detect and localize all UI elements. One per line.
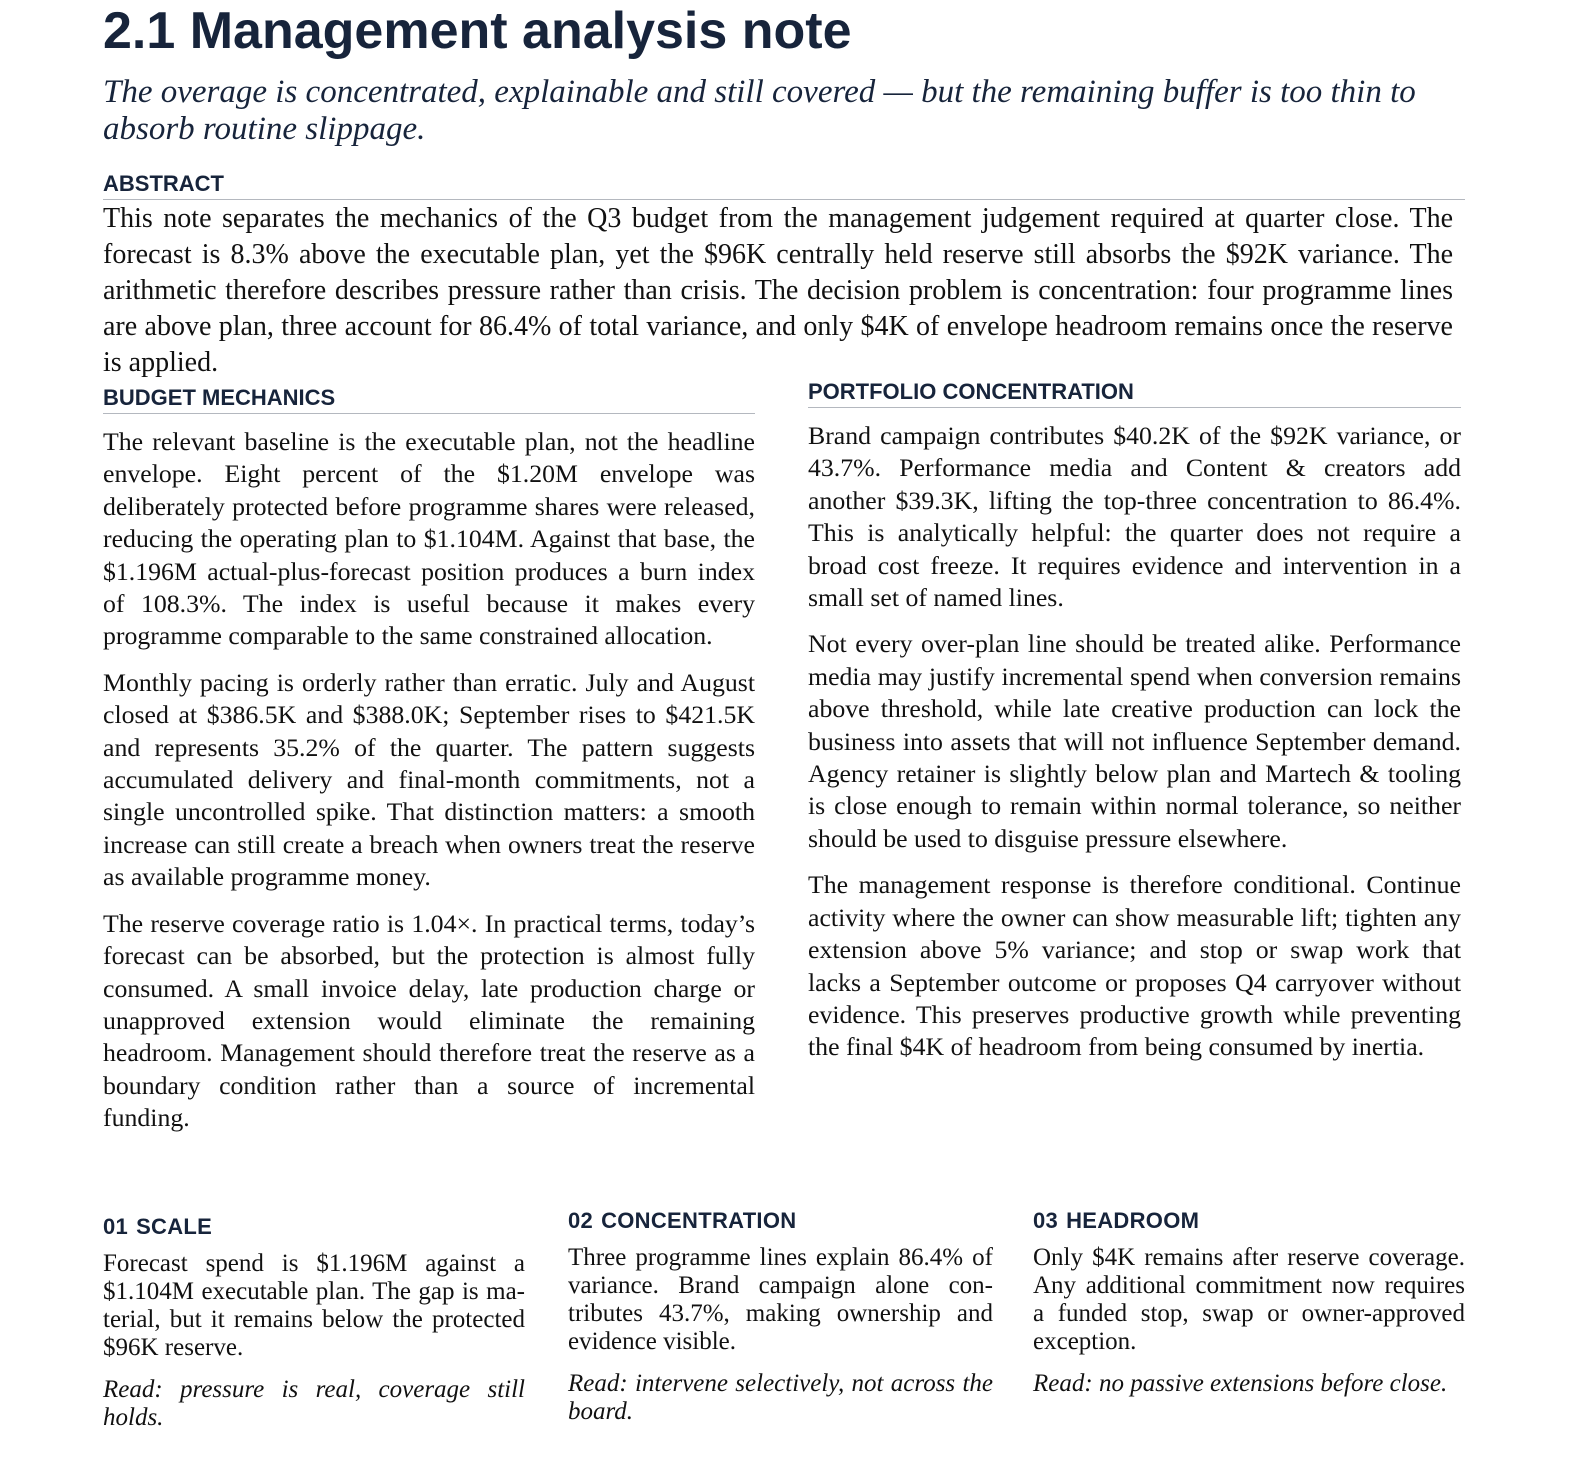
summary-card-headroom bbox=[1033, 1208, 1465, 1398]
abstract-heading: ABSTRACT bbox=[103, 172, 1465, 200]
portfolio-concentration-section bbox=[808, 380, 1461, 1078]
portfolio-concentration-paragraph: Brand campaign contributes $40.2K of the $92K variance, or 43.7%. Performance media and Content & creators add another $39.3K, lifting the top-three concentration to 86.4%. This is analytically helpful: the quarter does not require a broad cost freeze. It requires evidence and intervention in a small set of named lines. bbox=[808, 421, 1461, 613]
abstract-body: This note separates the mechanics of the Q3 budget from the management judgement required at quarter close. The forecast is 8.3% above the executable plan, yet the $96K centrally held reserve still absorbs the $92K variance. The arithmetic therefore describes pressure rather than crisis. The decision problem is concentration: four programme lines are above plan, three account for 86.4% of total variance, and only $4K of envelope headroom remains once the reserve is applied. bbox=[103, 203, 1453, 378]
card-title: SCALE bbox=[136, 1214, 213, 1239]
budget-mechanics-paragraph: The relevant baseline is the executable plan, not the headline envelope. Eight percent of the $1.20M envelope was deliberately protected before programme shares were released, reducing the operating plan to $1.104M. Against that base, the $1.196M actual-plus-forecast position produces a burn index of 108.3%. The index is useful because it makes every programme comparable to the same constrained allocation. bbox=[103, 427, 755, 651]
card-heading bbox=[103, 1214, 525, 1240]
card-body: Three programme lines explain 86.4% of variance. Brand campaign alone contributes 43.7%, making ownership and evidence visible. bbox=[568, 1244, 993, 1355]
budget-mechanics-heading: BUDGET MECHANICS bbox=[103, 386, 755, 414]
card-title: HEADROOM bbox=[1066, 1208, 1200, 1233]
card-number: 01 bbox=[103, 1214, 129, 1239]
page-title: 2.1 Management analysis note bbox=[103, 2, 852, 60]
card-number: 03 bbox=[1033, 1208, 1059, 1233]
summary-card-scale bbox=[103, 1214, 525, 1432]
budget-mechanics-paragraph: The reserve coverage ratio is 1.04×. In practical terms, today’s forecast can be absorbed, but the protection is almost fully consumed. A small invoice delay, late production charge or unapproved extension would eliminate the remaining headroom. Management should therefore treat the reserve as a boundary condition rather than a source of incremental funding. bbox=[103, 908, 755, 1133]
budget-mechanics-section bbox=[103, 386, 755, 1149]
portfolio-concentration-paragraph: Not every over-plan line should be treated alike. Performance media may justify incremental spend when conversion remains above threshold, while late creative production can lock the business into assets that will not influence September demand. Agency retainer is slightly below plan and Martech & tooling is close enough to remain within normal tolerance, so neither should be used to disguise pressure elsewhere. bbox=[808, 629, 1461, 853]
card-number: 02 bbox=[568, 1208, 594, 1233]
portfolio-concentration-paragraph: The management response is therefore conditional. Continue activity where the owner can show measurable lift; tighten any extension above 5% variance; and stop or swap work that lacks a September outcome or proposes Q4 carryover without evidence. This preserves productive growth while preventing the final $4K of headroom from being consumed by inertia. bbox=[808, 870, 1461, 1062]
card-heading bbox=[1033, 1208, 1465, 1234]
summary-card-concentration bbox=[568, 1208, 993, 1426]
card-read-note: Read: no passive extensions before close. bbox=[1033, 1370, 1448, 1397]
card-read-note: Read: pressure is real, coverage still holds. bbox=[103, 1376, 525, 1431]
card-body: Forecast spend is $1.196M against a $1.104M executable plan. The gap is material, but it remains below the protected $96K reserve. bbox=[103, 1250, 525, 1361]
portfolio-concentration-heading: PORTFOLIO CONCENTRATION bbox=[808, 380, 1461, 408]
card-read-note: Read: intervene selectively, not across the board. bbox=[568, 1370, 993, 1425]
page-subtitle: The overage is concentrated, explainable and still covered — but the remaining buffer is too thin to absorb routine slippage. bbox=[103, 74, 1416, 147]
card-body: Only $4K remains after reserve coverage. Any additional commitment now requires a funded stop, swap or owner-approved exception. bbox=[1033, 1244, 1465, 1355]
card-heading bbox=[568, 1208, 993, 1234]
card-title: CONCENTRATION bbox=[601, 1208, 797, 1233]
budget-mechanics-paragraph: Monthly pacing is orderly rather than erratic. July and August closed at $386.5K and $388.0K; September rises to $421.5K and represents 35.2% of the quarter. The pattern suggests accumulated delivery and final-month commitments, not a single uncontrolled spike. That distinction matters: a smooth increase can still create a breach when owners treat the reserve as available programme money. bbox=[103, 667, 755, 892]
